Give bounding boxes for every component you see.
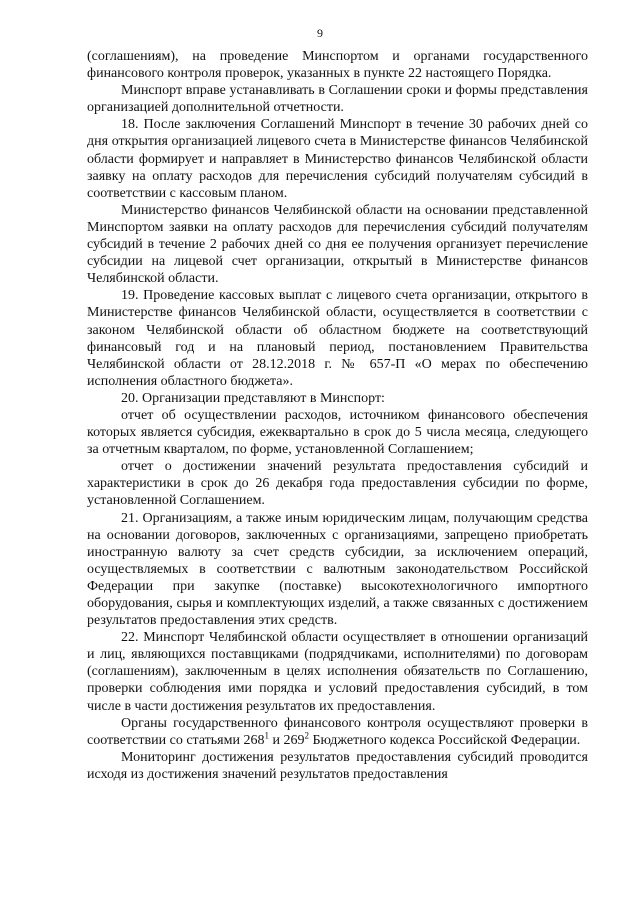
paragraph-1: (соглашениям), на проведение Минспортом и органами государственного финансового контроля проверок, указанных в пункте 22 настоящего Порядка. (87, 49, 588, 82)
paragraph-6: 20. Организации представляют в Минспорт: (121, 390, 385, 406)
paragraph-last: Мониторинг достижения результатов предоставления субсидий проводится исходя из достижения значений результатов предоставления (87, 749, 588, 782)
paragraph-5: 19. Проведение кассовых выплат с лицевого счета организации, открытого в Министерстве финансов Челябинской области, осуществляется в соответствии с законом Челябинской области об областном бюджете на соответствующий финансовый год и на плановый период, постановлением Правительства Челябинской области от 28.12.2018 г. № 657-П «О мерах по обеспечению исполнения областного бюджета». (87, 288, 588, 389)
page-number: 9 (317, 26, 323, 40)
superscript-2: 2 (304, 730, 309, 741)
paragraph-budget-code (87, 715, 588, 749)
document-body (87, 48, 588, 783)
paragraph-4: Министерство финансов Челябинской области на основании представленной Минспортом заявки на оплату расходов для перечисления субсидий получателям субсидий в течение 2 рабочих дней со дня ее получения организует перечисление субсидии на лицевой счет организации, открытый в Министерстве финансов Челябинской области. (87, 202, 588, 287)
budget-text-after: Бюджетного кодекса Российской Федерации. (308, 732, 581, 748)
superscript-1: 1 (264, 730, 269, 741)
paragraph-7: отчет об осуществлении расходов, источником финансового обеспечения которых является субсидия, ежеквартально в срок до 5 числа месяца, следующего за отчетным кварталом, по форме, установленной Соглашением; (87, 407, 588, 458)
paragraph-9: 21. Организациям, а также иным юридическим лицам, получающим средства на основании договоров, заключенных с организациями, запрещено приобретать иностранную валюту за счет средств субсидии, за исключением операций, осуществляемых в соответствии с валютным законодательством Российской Федерации при закупке (поставке) высокотехнологичного импортного оборудования, сырья и комплектующих изделий, а также связанных с достижением результатов предоставления этих средств. (87, 510, 588, 629)
paragraph-3: 18. После заключения Соглашений Минспорт в течение 30 рабочих дней со дня открытия организацией лицевого счета в Министерстве финансов Челябинской области формирует и направляет в Министерство финансов Челябинской области заявку на оплату расходов для перечисления субсидий получателям субсидий в соответствии с кассовым планом. (87, 117, 588, 201)
budget-text-before: Органы государственного финансового контроля осуществляют проверки в соответствии со статьями 268 (87, 715, 588, 748)
paragraph-8: отчет о достижении значений результата предоставления субсидий и характеристики в срок до 26 декабря года предоставления субсидии по форме, установленной Соглашением. (87, 459, 588, 509)
paragraph-10: 22. Минспорт Челябинской области осуществляет в отношении организаций и лиц, являющихся поставщиками (подрядчиками, исполнителями) по договорам (соглашениям), заключенным в целях исполнения обязательств по Соглашению, проверки соблюдения ими порядка и условий предоставления субсидий, в том числе в части достижения результатов их предоставления. (87, 630, 588, 714)
paragraph-2: Минспорт вправе устанавливать в Соглашении сроки и формы представления организацией дополнительной отчетности. (87, 83, 588, 116)
budget-text-middle: и 269 (268, 732, 305, 748)
